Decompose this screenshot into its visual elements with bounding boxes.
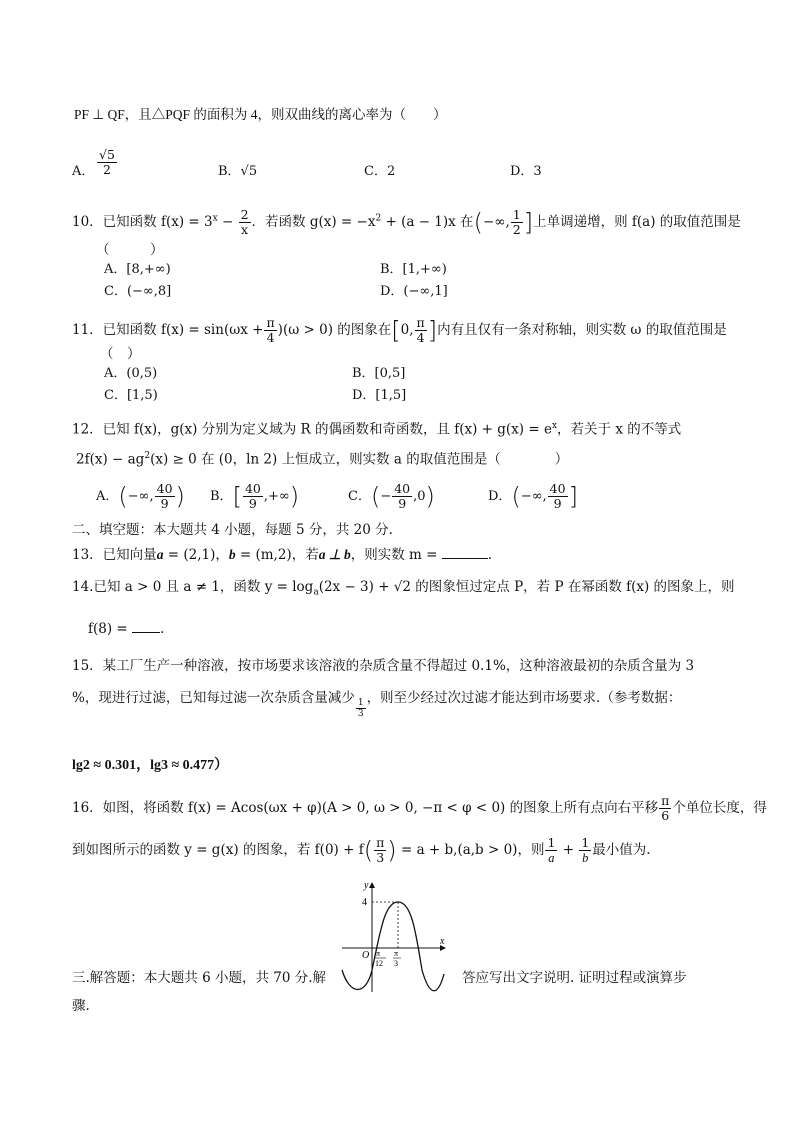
- graph-x-tick1-den: 12: [375, 959, 383, 968]
- q9-option-d: D．3: [510, 164, 542, 179]
- graph-curve: [342, 902, 444, 991]
- q15-line2: %，现进行过滤，已知每过滤一次杂质含量减少 $\frac{1}{3}$ ，则至少经过次过滤才能达到市场要求.（参考数据：: [72, 690, 682, 719]
- q11-option-c: C．[1,5): [104, 388, 158, 403]
- graph-x-tick2-num: π: [394, 949, 399, 958]
- q12-options: [96, 474, 716, 514]
- q10-answer-paren: （ ）: [96, 242, 164, 258]
- q9-continuation: PF ⊥ QF，且△PQF 的面积为 4，则双曲线的离心率为（ ）: [74, 107, 447, 122]
- q12-stem-line2: $2f(x) - ag^2(x) \ge 0$ 在 (0，ln 2) 上恒成立，则实数 a 的取值范围是（ ）: [76, 451, 569, 468]
- q15-line1: 15．某工厂生产一种溶液，按市场要求该溶液的杂质含量不得超过 0.1%，这种溶液最初的杂质含量为 3: [72, 658, 695, 674]
- q11-stem: 11．已知函数 f(x) = sin(ωx + $\frac{\pi}{4}$ )(ω > 0) 的图象在[0, $\frac{\pi}{4}$ ]内有且仅有一条对称轴，则实数 ω 的取值范围是: [72, 315, 727, 345]
- cosine-graph-figure: [336, 878, 448, 996]
- section-2-heading: 二、填空题：本大题共 4 小题，每题 5 分，共 20 分.: [72, 522, 393, 538]
- q16-line1: 16．如图，将函数 f(x) = Acos(ωx + φ)(A > 0, ω > 0, −π < φ < 0) 的图象上所有点向右平移 $\frac{\pi}{6}$ 个单位长度，得: [72, 793, 767, 823]
- q10-option-d: D．(−∞,1]: [380, 284, 448, 299]
- q11-option-b: B．[0,5]: [352, 366, 406, 381]
- q11-answer-paren: （ ）: [100, 346, 141, 362]
- q10-option-b: B．[1,+∞): [380, 262, 447, 277]
- q9-options: [72, 147, 772, 192]
- q16-line2: 到如图所示的函数 y = g(x) 的图象，若 f(0) + f( $\frac{\pi}{3}$ ) = a + b,(a,b > 0)，则 $\frac{1}{a}$ + $\frac{1}{b}$ 最小值为.: [72, 835, 651, 865]
- q9-option-c: C．2: [364, 164, 396, 179]
- q9-option-a-label: A．: [72, 164, 95, 179]
- q13-answer-blank[interactable]: [442, 544, 488, 559]
- q14-answer-blank[interactable]: [132, 618, 160, 633]
- graph-y-arrow: [369, 882, 375, 888]
- q11-option-a: A．(0,5): [104, 366, 158, 381]
- q13-stem: 13．已知向量a = (2,1)，b = (m,2)，若a ⊥ b，则实数 m = .: [72, 544, 492, 565]
- q12-option-a: A．(−∞, $\frac{40}{9}$ ): [96, 481, 185, 511]
- section-3-heading-right: 答应写出文字说明. 证明过程或演算步: [462, 970, 687, 986]
- graph-y-tick-4: 4: [362, 897, 367, 908]
- q12-option-d: D．(−∞, $\frac{40}{9}$ ]: [488, 481, 578, 511]
- graph-x-tick2-den: 3: [394, 959, 398, 968]
- q10-stem: 10．已知函数 $f(x) = 3^x$ − $\frac{2}{x}$ ．若函数 $g(x) = -x^2 + (a - 1)x$ 在(−∞, $\frac{1}{2}$ ]上单调递增，则 f(a) 的取值范围是: [72, 207, 741, 237]
- q12-option-c: C．(− $\frac{40}{9}$ ,0): [348, 481, 435, 511]
- graph-origin-label: O: [362, 950, 370, 961]
- section-3-heading-tail: 骤.: [72, 998, 90, 1014]
- q10-option-a: A．[8,+∞): [104, 262, 171, 277]
- q12-option-b: B．[ $\frac{40}{9}$ ,+∞): [210, 481, 300, 511]
- graph-x-tick1-num: π: [376, 949, 381, 958]
- q9-option-b: B．√5: [218, 164, 258, 179]
- q12-stem-line1: 12．已知 f(x)，g(x) 分别为定义域为 R 的偶函数和奇函数，且 $f(x) + g(x) = e^x$，若关于 x 的不等式: [72, 421, 682, 438]
- graph-x-label: x: [440, 936, 445, 947]
- q11-option-d: D．[1,5]: [352, 388, 407, 403]
- q14-stem: 14.已知 a > 0 且 a ≠ 1，函数 $y = \log_a(2x - 3) + √2$ 的图象恒过定点 P，若 P 在幂函数 f(x) 的图象上，则: [72, 579, 735, 598]
- q9-option-a-value: $\frac{√5}{2}$: [99, 147, 115, 177]
- graph-y-label: y: [364, 880, 369, 891]
- q10-option-c: C．(−∞,8]: [104, 284, 172, 299]
- q15-reference-data: lg2 ≈ 0.301，lg3 ≈ 0.477）: [72, 758, 229, 773]
- section-3-heading-left: 三.解答题：本大题共 6 小题，共 70 分.解: [72, 970, 327, 986]
- q14-answer-line: f(8) = .: [88, 618, 164, 639]
